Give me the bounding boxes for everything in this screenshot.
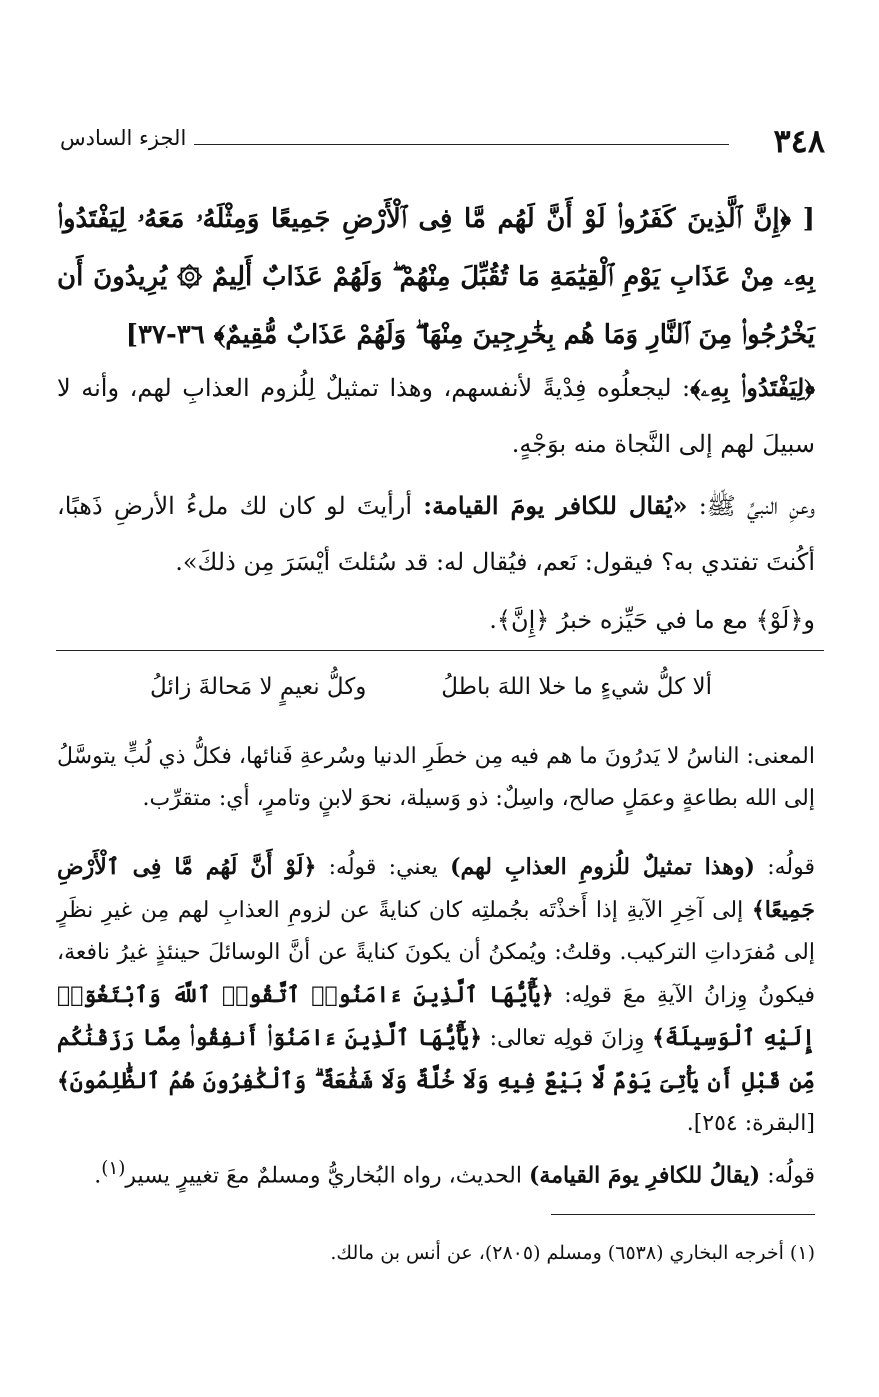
verse-quote: ﴿يَٰٓأَيُّهَا ٱلَّذِينَ ءَامَنُوا۟ ٱتَّقُوا۟ ٱللَّهَ وَٱبْتَغُوٓا۟ إِلَيْهِ ٱلْوَسِيلَةَ﴾ bbox=[57, 982, 815, 1051]
quran-verses: [ ﴿إِنَّ ٱلَّذِينَ كَفَرُوا۟ لَوْ أَنَّ لَهُم مَّا فِى ٱلْأَرْضِ جَمِيعًا وَمِثْلَهُۥ مَعَهُۥ لِيَفْتَدُوا۟ بِهِۦ مِنْ عَذَابِ يَوْمِ ٱلْقِيَٰمَةِ مَا تُقُبِّلَ مِنْهُمْ ۖ وَلَهُمْ عَذَابٌ أَلِيمٌ ۞ يُرِيدُونَ أَن يَخْرُجُوا۟ مِنَ ٱلنَّارِ وَمَا هُم بِخَٰرِجِينَ مِنْهَا ۖ وَلَهُمْ عَذَابٌ مُّقِيمٌ﴾ ٣٦-٣٧] bbox=[57, 204, 815, 350]
verse-quote: ﴿لِيَفْتَدُوا۟ بِهِۦ﴾ bbox=[690, 373, 815, 402]
header-rule bbox=[194, 144, 729, 145]
quoted-phrase: (وهذا تمثيلٌ للُزومِ العذابِ لهم) bbox=[450, 854, 755, 880]
tafsir-paragraph-2 bbox=[57, 478, 815, 590]
hadith-intro: وعنِ النبيِّ ﷺ: bbox=[687, 492, 816, 520]
poem-hemistich-1: ألا كلُّ شيءٍ ما خلا اللهَ باطلُ bbox=[441, 674, 712, 700]
poem-verse bbox=[64, 668, 822, 718]
commentary-paragraph-3 bbox=[57, 1148, 815, 1197]
hadith-text: أرأيتَ لو كان لك ملءُ الأرضِ ذَهبًا، أكُنتَ تفتدي به؟ فيقول: نَعم، فيُقال له: قد سُئلتَ أيْسَرَ مِن ذلكَ». bbox=[57, 492, 815, 576]
footnote-marker[interactable]: (١) bbox=[101, 1158, 126, 1179]
quoted-phrase: (يقالُ للكافرِ يومَ القيامة) bbox=[528, 1162, 761, 1189]
commentary-text: إلى آخِرِ الآيةِ إذا أَخذْتَه بجُملتِه كان كنايةً عن لزومِ العذابِ لهم مِن غيرِ نظَرٍ إلى مُفرَداتِ التركيب. وقلتُ: ويُمكنُ أن يكونَ كنايةً عن أنَّ الوسائلَ حينئذٍ غيرُ نافعة، فيكونُ وِزانُ الآيةِ معَ قولِه: bbox=[57, 898, 815, 1008]
commentary-end: . bbox=[94, 1163, 102, 1189]
footnote-rule bbox=[551, 1214, 815, 1215]
paragraph-text: : ليجعلُوه فِدْيةً لأنفسهم، وهذا تمثيلٌ لِلُزوم العذابِ لهم، وأنه لا سبيلَ لهم إلى النَّجاة منه بوَجْهٍ. bbox=[57, 374, 815, 458]
footnote: (١) أخرجه البخاري (٦٥٣٨) ومسلم (٢٨٠٥)، عن أنس بن مالك. bbox=[330, 1242, 815, 1264]
page-header bbox=[60, 120, 825, 170]
commentary-paragraph-1: المعنى: الناسُ لا يَدرُونَ ما هم فيه مِن خطَرِ الدنيا وسُرعةِ فَنائها، فكلُّ ذي لُبٍّ يتوسَّلُ إلى الله بطاعةٍ وعمَلٍ صالح، واسِلٌ: ذو وَسيلة، نحوَ لابنٍ وتامرٍ، أي: متقرِّب. bbox=[57, 744, 815, 811]
commentary-text: الحديث، رواه البُخاريُّ ومسلمٌ معَ تغييرٍ يسير bbox=[125, 1163, 529, 1189]
verse-quote: ﴿يَٰٓأَيُّهَا ٱلَّذِينَ ءَامَنُوٓا۟ أَنفِقُوا۟ مِمَّا رَزَقْنَٰكُم مِّن قَبْلِ أَن يَأْتِىَ يَوْمٌ لَّا بَيْعٌ فِيهِ وَلَا خُلَّةٌ وَلَا شَفَٰعَةٌ ۗ وَٱلْكَٰفِرُونَ هُمُ ٱلظَّٰلِمُونَ﴾ bbox=[57, 1025, 815, 1094]
commentary-lead: قولُه: bbox=[754, 855, 815, 880]
hadith-lead: «يُقال للكافر يومَ القيامة: bbox=[423, 491, 688, 520]
commentary-lead: قولُه: bbox=[760, 1163, 815, 1189]
commentary-paragraph-2 bbox=[57, 846, 815, 1145]
poem-hemistich-2: وكلُّ نعيمٍ لا مَحالةَ زائلُ bbox=[150, 674, 367, 700]
surah-reference: [البقرة: ٢٥٤]. bbox=[686, 1111, 815, 1136]
part-title: الجزء السادس bbox=[60, 126, 187, 150]
section-divider bbox=[56, 650, 824, 651]
verse-quote: ﴿لَوْ أَنَّ لَهُم مَّا فِى ٱلْأَرْضِ جَمِيعًا﴾ bbox=[57, 854, 815, 923]
tafsir-paragraph-1 bbox=[57, 360, 815, 472]
commentary-text: يعني: قولُه: bbox=[316, 855, 451, 880]
page-number: ٣٤٨ bbox=[773, 122, 825, 160]
commentary-text: وِزانَ قولِه تعالى: bbox=[482, 1026, 653, 1051]
tafsir-paragraph-3: و﴿لَوْ﴾ مع ما في حَيِّزه خبرُ ﴿إِنَّ﴾. bbox=[489, 606, 815, 634]
